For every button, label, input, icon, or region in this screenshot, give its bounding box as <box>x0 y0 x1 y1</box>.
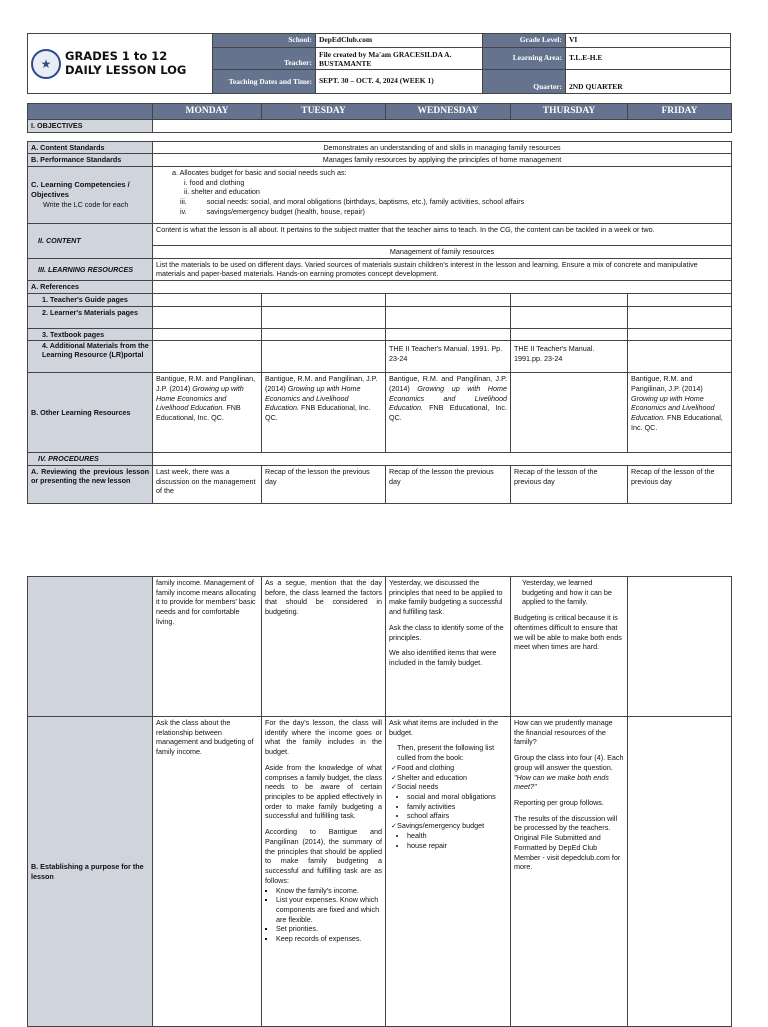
review-wed-p1: Yesterday, we discussed the principles that need to be applied to make family budgeting a successful and fulfilling task. <box>389 578 503 617</box>
teaching-dates-value: SEPT. 30 – OCT. 4, 2024 (WEEK 1) <box>316 70 483 94</box>
review-monday-continued: family income. Management of family income means allocating it to provide for members' basic needs and for comfortable living. <box>153 577 262 717</box>
purpose-wed-p1: Ask what items are included in the budget. <box>389 718 499 737</box>
additional-materials-thursday: THE II Teacher's Manual. 1991.pp. 23-24 <box>511 341 628 373</box>
review-wednesday: Recap of the lesson the previous day <box>386 466 511 504</box>
corner-cell <box>28 104 153 120</box>
review-thu-p2: Budgeting is critical because it is oftentimes difficult to ensure that we will be able to make both ends meet when times are hard. <box>514 613 622 652</box>
ref-publisher: FNB Educational, Inc. QC. <box>631 413 723 432</box>
purpose-thursday <box>511 717 628 1027</box>
teacher-value-line1: File created by Ma'am GRACESILDA A. <box>319 49 452 59</box>
competencies-sublabel: Write the LC code for each <box>43 200 129 210</box>
purpose-friday <box>628 717 732 1027</box>
other-resources-monday <box>153 373 262 453</box>
purpose-monday: Ask the class about the relationship between management and budgeting of family income. <box>153 717 262 1027</box>
header-table <box>27 33 731 94</box>
competencies-label: C. Learning Competencies / Objectives <box>31 179 130 200</box>
school-label: School: <box>213 34 316 48</box>
competency-a: a. Allocates budget for basic and social needs such as: <box>172 167 347 177</box>
ref-authors: Bantigue, R.M. and Pangilinan, J.P. (2014) <box>265 374 378 393</box>
learning-area-value: T.L.E-H.E <box>566 48 731 70</box>
purpose-thu-question: "How can we make both ends meet?" <box>514 772 609 792</box>
list-item: ✓ Social needs <box>391 782 507 792</box>
tg-mon <box>153 293 262 306</box>
review-wednesday-continued <box>386 577 511 717</box>
purpose-wed-p2: Then, present the following list culled from the book: <box>397 743 495 763</box>
header-title-line2: DAILY LESSON LOG <box>65 62 187 77</box>
competency-iv <box>156 207 728 217</box>
competency-iii-text: social needs: social, and moral obligations (birthdays, baptisms, etc.), family activities, school affairs <box>206 197 525 207</box>
ref-title: Growing up with Home Economics and Livelihood Education. <box>265 384 361 413</box>
list-item: • school affairs <box>407 811 507 821</box>
savings-sublist <box>389 831 507 850</box>
review-friday: Recap of the lesson of the previous day <box>628 466 732 504</box>
list-item: ✓ Savings/emergency budget <box>391 821 507 831</box>
content-standards-label: A. Content Standards <box>28 141 153 154</box>
learning-area-label: Learning Area: <box>483 48 566 70</box>
other-resources-friday <box>628 373 732 453</box>
review-tuesday-continued: As a segue, mention that the day before, the class learned the factors that should be considered in budgeting. <box>262 577 386 717</box>
purpose-thu-p1: How can we prudently manage the financial resources of the family? <box>514 718 613 747</box>
purpose-thu-p3: Reporting per group follows. <box>514 798 604 808</box>
teacher-value <box>316 48 483 70</box>
procedures-label: IV. PROCEDURES <box>28 453 153 466</box>
list-item: • social and moral obligations <box>407 792 507 802</box>
performance-standards-label: B. Performance Standards <box>28 154 153 167</box>
objectives-cell <box>153 119 732 132</box>
tb-wed <box>386 328 511 341</box>
list-item: ▪ Know the family's income. <box>276 886 382 896</box>
review-monday: Last week, there was a discussion on the management of the <box>153 466 262 504</box>
other-resources-label: B. Other Learning Resources <box>28 373 153 453</box>
list-item: ▪ List your expenses. Know which components are fixed and which are flexible. <box>276 895 382 924</box>
teaching-dates-label: Teaching Dates and Time: <box>213 70 316 94</box>
lm-tue <box>262 306 386 328</box>
reviewing-label: A. Reviewing the previous lesson or presenting the new lesson <box>28 466 153 504</box>
lesson-log-table-continued <box>27 576 732 1027</box>
grade-level-label: Grade Level: <box>483 34 566 48</box>
lm-fri <box>628 306 732 328</box>
purpose-tue-p3: According to Bantigue and Pangilinan (2014), the summary of the principles that should be applied to make family budgeting a successful and fulfilling task are as follows: <box>265 827 382 885</box>
review-thursday: Recap of the lesson of the previous day <box>511 466 628 504</box>
lm-mon <box>153 306 262 328</box>
day-header-monday: MONDAY <box>153 104 262 120</box>
list-item: • health <box>407 831 507 841</box>
list-item: ✓ Food and clothing <box>391 763 507 773</box>
list-item: ▪ Keep records of expenses. <box>276 934 382 944</box>
tb-thu <box>511 328 628 341</box>
ref-authors: Bantigue, R.M. and Pangilinan, J.P. (2014) <box>389 374 507 393</box>
tg-thu <box>511 293 628 306</box>
budget-items-list <box>389 763 507 792</box>
spacer-row <box>28 132 732 141</box>
lm-wed <box>386 306 511 328</box>
am-tue <box>262 341 386 373</box>
competency-ii: ii. shelter and education <box>184 187 260 197</box>
competencies-cell <box>153 166 732 223</box>
purpose-label: B. Establishing a purpose for the lesson <box>28 717 153 1027</box>
teachers-guide-label: 1. Teacher's Guide pages <box>28 293 153 306</box>
review-friday-continued <box>628 577 732 717</box>
content-value: Management of family resources <box>153 245 732 258</box>
competencies-label-cell <box>28 166 153 223</box>
performance-standards-value: Manages family resources by applying the principles of home management <box>153 154 732 167</box>
list-item: • house repair <box>407 841 507 851</box>
textbook-pages-label: 3. Textbook pages <box>28 328 153 341</box>
tg-tue <box>262 293 386 306</box>
purpose-thu-p2-text: Group the class into four (4). Each group will answer the question. <box>514 753 624 772</box>
header-logo-cell <box>28 34 213 94</box>
deped-seal-icon: ★ <box>31 49 61 79</box>
ref-authors: Bantigue, R.M. and Pangilinan, J.P. (2014) <box>156 374 256 393</box>
social-needs-sublist <box>389 792 507 821</box>
ref-publisher: FNB Educational, Inc. QC. <box>156 403 241 423</box>
review-label-continued <box>28 577 153 717</box>
resources-label: III. LEARNING RESOURCES <box>28 258 153 280</box>
am-fri <box>628 341 732 373</box>
purpose-tue-p1: For the day's lesson, the class will identify where the income goes or what the family includes in the budget. <box>265 718 382 757</box>
ref-publisher: FNB Educational, Inc. QC. <box>265 403 371 423</box>
competency-iv-num: iv. <box>180 206 187 216</box>
quarter-value: 2ND QUARTER <box>566 70 731 94</box>
additional-materials-wednesday: THE II Teacher's Manual. 1991. Pp. 23-24 <box>386 341 511 373</box>
ref-title: Growing up with Home Economics and Livelihood Education. <box>389 384 507 413</box>
budget-items-list-2 <box>389 821 507 831</box>
school-value: DepEdClub.com <box>316 34 483 48</box>
ref-publisher: FNB Educational, Inc. QC. <box>389 403 507 423</box>
grade-level-value: VI <box>566 34 731 48</box>
objectives-label: I. OBJECTIVES <box>28 119 153 132</box>
review-thu-p1: Yesterday, we learned budgeting and how it can be applied to the family. <box>522 578 612 607</box>
competency-i: i. food and clothing <box>184 177 245 187</box>
list-item: ✓ Shelter and education <box>391 773 507 783</box>
ref-title: Growing up with Home Economics and Livelihood Education. <box>631 393 715 423</box>
other-resources-wednesday <box>386 373 511 453</box>
review-thursday-continued <box>511 577 628 717</box>
competency-iii-num: iii. <box>180 197 187 207</box>
lm-thu <box>511 306 628 328</box>
day-header-wednesday: WEDNESDAY <box>386 104 511 120</box>
competency-iv-text: savings/emergency budget (health, house, repair) <box>206 206 365 216</box>
lesson-log-table <box>27 103 732 504</box>
content-note: Content is what the lesson is all about. It pertains to the subject matter that the teacher aims to teach. In the CG, the content can be tackled in a week or two. <box>153 223 732 245</box>
purpose-tue-p2: Aside from the knowledge of what comprises a family budget, the class needs to be aware of certain principles to be applied effectively in order to make family budgeting a successful and fulfilling task. <box>265 762 382 821</box>
quarter-label: Quarter: <box>483 70 566 94</box>
references-cell <box>153 281 732 294</box>
references-label: A. References <box>28 281 153 294</box>
learners-materials-label: 2. Learner's Materials pages <box>28 306 153 328</box>
tb-fri <box>628 328 732 341</box>
resources-note: List the materials to be used on different days. Varied sources of materials sustain children's interest in the lesson and learning. Ensure a mix of concrete and manipulative materials and paper-based materials. Hands-on earning promotes concept development. <box>153 258 732 280</box>
ref-authors: Bantigue, R.M. and Pangilinan, J.P. (2014) <box>631 374 703 393</box>
review-wed-p2: Ask the class to identify some of the principles. <box>389 622 504 642</box>
list-item: • family activities <box>407 802 507 812</box>
other-resources-thursday <box>511 373 628 453</box>
tb-tue <box>262 328 386 341</box>
ref-title: Growing up with Home Economics and Livelihood Education. <box>156 384 244 413</box>
tg-fri <box>628 293 732 306</box>
purpose-thu-p2 <box>514 753 624 792</box>
other-resources-tuesday <box>262 373 386 453</box>
day-header-tuesday: TUESDAY <box>262 104 386 120</box>
purpose-thu-p4: The results of the discussion will be processed by the teachers. <box>514 813 618 833</box>
content-label: II. CONTENT <box>28 223 153 258</box>
procedures-cell <box>153 453 732 466</box>
tg-wed <box>386 293 511 306</box>
purpose-tuesday <box>262 717 386 1027</box>
content-standards-value: Demonstrates an understanding of and skills in managing family resources <box>153 141 732 154</box>
review-tuesday: Recap of the lesson the previous day <box>262 466 386 504</box>
day-header-thursday: THURSDAY <box>511 104 628 120</box>
list-item: ▪ Set priorities. <box>276 924 382 934</box>
am-mon <box>153 341 262 373</box>
day-header-friday: FRIDAY <box>628 104 732 120</box>
principles-list <box>265 886 382 944</box>
teacher-label: Teacher: <box>213 48 316 70</box>
purpose-wednesday <box>386 717 511 1027</box>
review-wed-p3: We also identified items that were included in the family budget. <box>389 648 497 668</box>
tb-mon <box>153 328 262 341</box>
header-title-line1: GRADES 1 to 12 <box>65 49 168 64</box>
purpose-thu-p5: Original File Submitted and Formatted by DepEd Club Member - visit depedclub.com for more. <box>514 833 621 872</box>
competency-iii <box>156 197 728 207</box>
additional-materials-label: 4. Additional Materials from the Learning Resource (LR)portal <box>28 341 153 373</box>
teacher-value-line2: BUSTAMANTE <box>319 58 372 68</box>
